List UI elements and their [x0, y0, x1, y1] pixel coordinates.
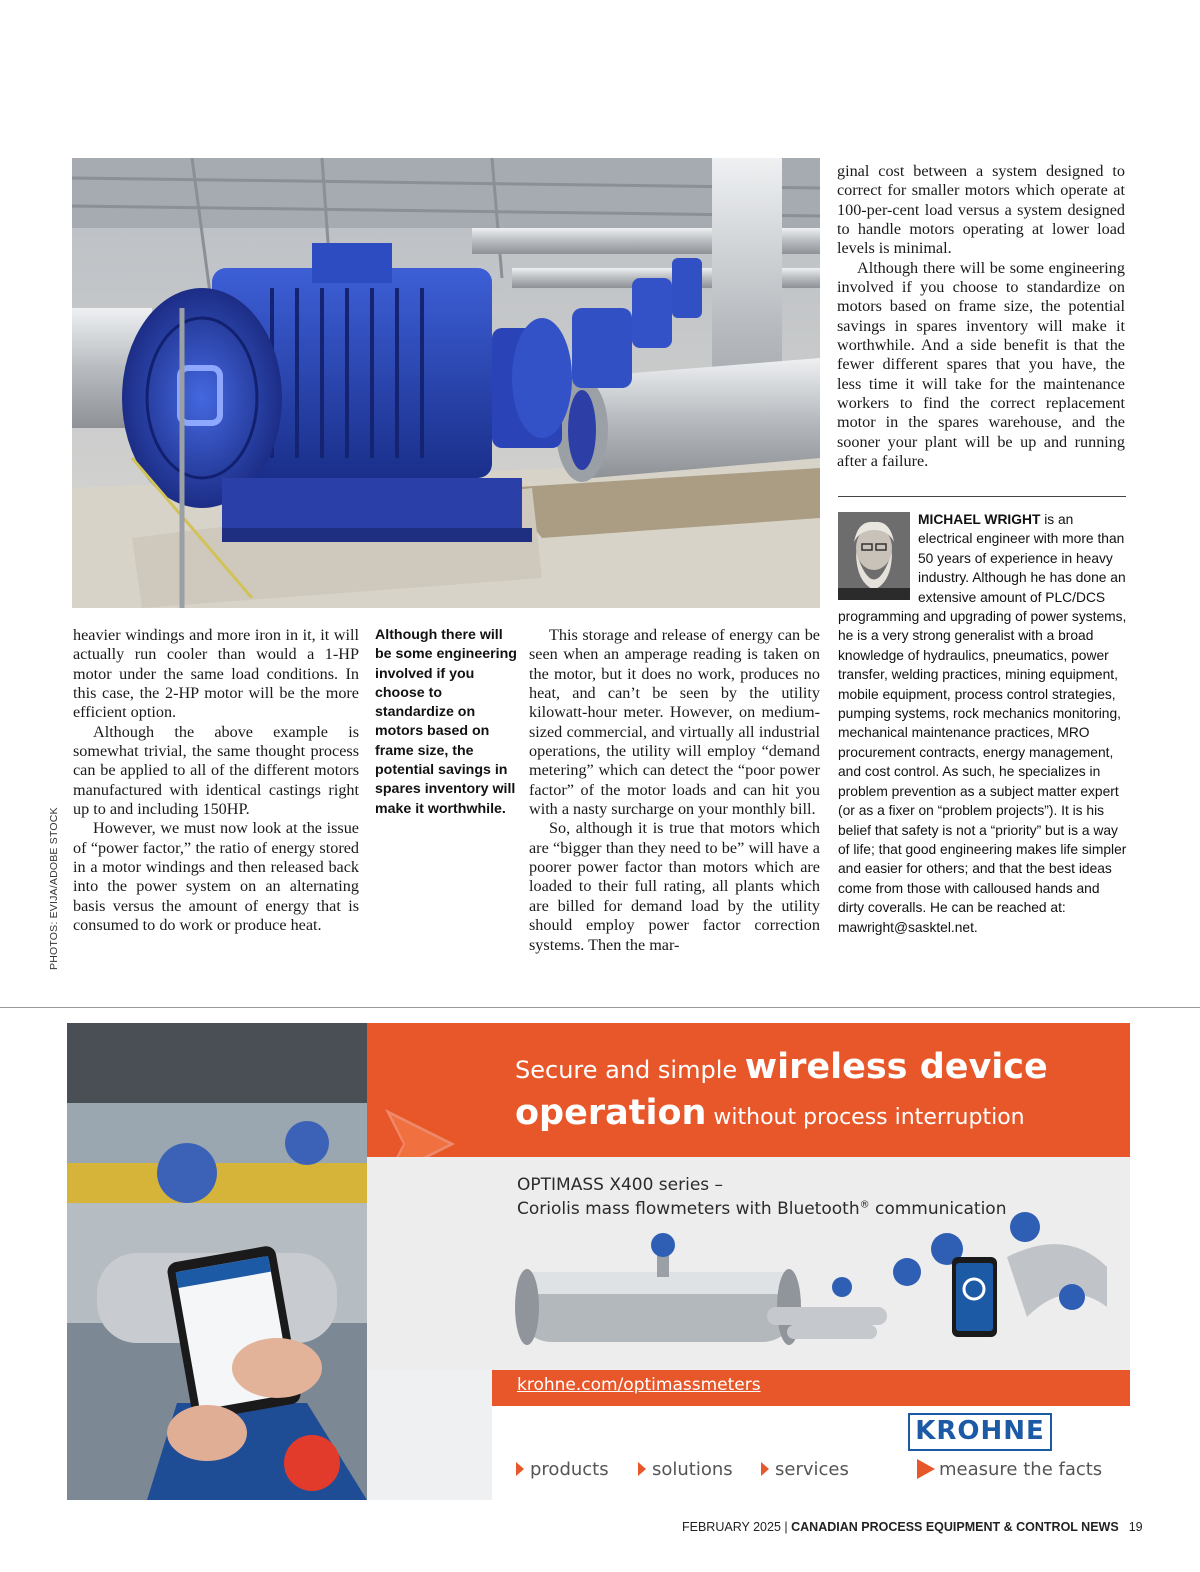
article-paragraph: This storage and release of energy can be seen when an amperage reading is taken on the motor, but it does no work, produces no heat, and can’t be seen by the utility kilowatt-hour meter. However, on medium-sized commercial, and virtually all industrial operations, the utility will employ “demand metering” which can detect the “poor power factor” of the motor loads and can hit you with a nasty surcharge on your monthly bill. — [529, 626, 820, 819]
ad-nav-solutions — [638, 1459, 733, 1480]
krohne-advertisement[interactable] — [67, 1023, 1130, 1500]
industrial-pump-motor-photo-icon — [72, 158, 820, 608]
ad-headline-band — [367, 1023, 1130, 1157]
bio-divider — [838, 496, 1126, 497]
ad-product-area — [367, 1157, 1130, 1370]
article-paragraph: heavier windings and more iron in it, it will actually run cooler than would a 1-HP motor under the same load conditions. In this case, the 2-HP motor will be the more efficient option. — [73, 626, 359, 722]
ad-photo — [67, 1023, 367, 1500]
ad-product-description-text: Coriolis mass flowmeters with Bluetooth — [517, 1199, 860, 1219]
ad-headline-part: without process interruption — [706, 1105, 1025, 1130]
ad-product-name: OPTIMASS X400 series – — [517, 1175, 724, 1195]
article-paragraph: ginal cost between a system designed to correct for smaller motors which operate at 100-per-cent load versus a system designed to handle motors operating at lower load levels is minimal. — [837, 162, 1125, 258]
ad-headline-line-2 — [515, 1093, 1025, 1133]
ad-headline-emphasis: operation — [515, 1093, 707, 1133]
ad-nav-label: products — [530, 1459, 609, 1480]
author-name: MICHAEL WRIGHT — [918, 512, 1041, 527]
photo-credit: PHOTOS: EVIJA/ADOBE STOCK — [48, 807, 60, 970]
article-paragraph: So, although it is true that motors which are “bigger than they need to be” will have a poorer power factor than motors which are loaded to their full rating, all plants which are billed for demand load by the utility should employ power factor correction systems. Then the mar- — [529, 819, 820, 954]
ad-nav-label: services — [775, 1459, 849, 1480]
hero-photo — [72, 158, 820, 608]
triangle-icon — [638, 1462, 646, 1476]
ad-nav-label: solutions — [652, 1459, 733, 1480]
flowmeter-products-icon — [367, 1157, 1130, 1370]
ad-nav-services — [761, 1459, 849, 1480]
ad-product-description-text: communication — [869, 1199, 1007, 1219]
footer-date: FEBRUARY 2025 | — [682, 1520, 788, 1534]
ad-nav-products — [516, 1459, 609, 1480]
flowmeter-phone-photo-icon — [67, 1023, 367, 1500]
page-number: 19 — [1128, 1520, 1143, 1534]
page-footer — [682, 1520, 1143, 1534]
article-paragraph: Although there will be some engineering involved if you choose to standardize on motors based on frame size, the potential savings in spares inventory will make it worthwhile. And a side benefit is that the fewer different spares that you have, the less time it will take for the maintenance workers to find the correct replacement motor in the spares warehouse, and the sooner your plant will be up and running after a failure. — [837, 258, 1125, 471]
ad-product-description — [517, 1199, 1006, 1219]
triangle-icon — [761, 1462, 769, 1476]
article-column-1 — [73, 626, 359, 936]
registered-mark: ® — [859, 1199, 870, 1211]
arrow-icon — [917, 1459, 935, 1479]
article-paragraph: However, we must now look at the issue of “power factor,” the ratio of energy stored in a motor windings and then released back into the power system on an alternating basis versus the amount of energy that is consumed to do work or produce heat. — [73, 819, 359, 935]
article-column-3 — [529, 626, 820, 955]
ad-divider — [0, 1007, 1200, 1008]
ad-tagline-text: measure the facts — [939, 1459, 1103, 1480]
ad-tagline — [917, 1459, 1102, 1480]
article-paragraph: Although the above example is somewhat trivial, the same thought process can be applied to all of the different motors manufactured with identical castings right up to and including 150HP. — [73, 722, 359, 819]
ad-headline-part: Secure and simple — [515, 1056, 745, 1084]
pull-quote: Although there will be some engineering involved if you choose to standardize on motors based on frame size, the potential savings in spares inventory will make it worthwhile. — [375, 627, 517, 817]
krohne-logo: KROHNE — [908, 1413, 1052, 1451]
ad-headline-line-1 — [515, 1047, 1048, 1087]
footer-publication: CANADIAN PROCESS EQUIPMENT & CONTROL NEWS — [791, 1520, 1119, 1534]
ad-website-link[interactable]: krohne.com/optimassmeters — [517, 1375, 761, 1395]
ad-headline-emphasis: wireless device — [744, 1047, 1048, 1087]
triangle-icon — [516, 1462, 524, 1476]
author-bio — [838, 510, 1128, 937]
article-column-4 — [837, 162, 1125, 472]
author-bio-text: is an electrical engineer with more than 50 years of experience in heavy industry. Although he has done an extensive amount of PLC/DCS programming and upgrading of power systems, he is a very strong generalist with a broad knowledge of hydraulics, pneumatics, power transfer, welding practices, mining equipment, mobile equipment, process control strategies, pumping systems, rock mechanics monitoring, mechanical maintenance practices, MRO procurement contracts, energy management, and cost control. As such, he specializes in problem prevention as a subject matter expert (or as a fixer on “problem projects”). It is his belief that safety is not a “priority” but is a way of life; that good engineering makes life simpler and easier for others; and that the best ideas come from those with calloused hands and dirty coveralls. He can be reached at: mawright@sasktel.net. — [838, 512, 1127, 935]
